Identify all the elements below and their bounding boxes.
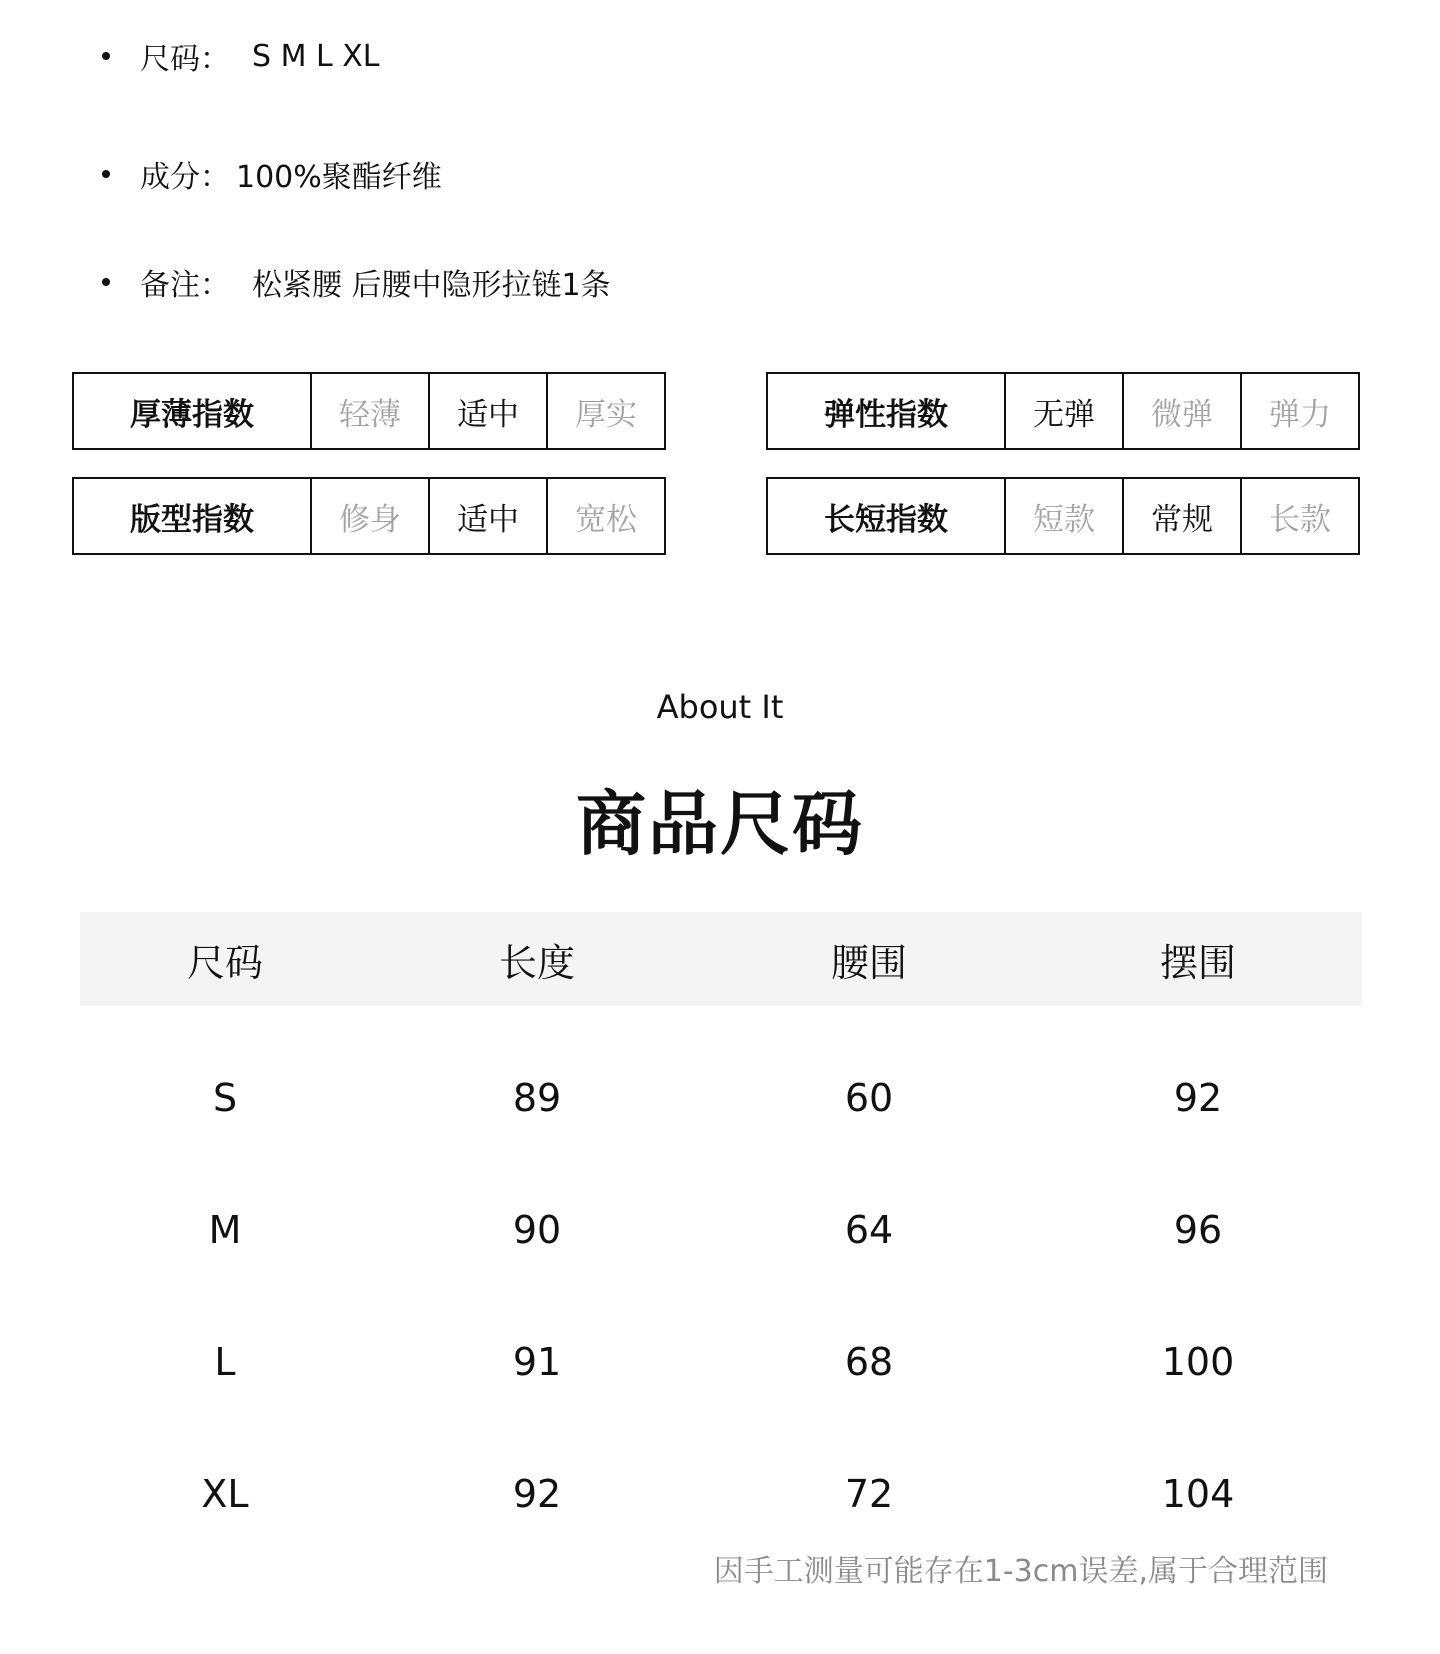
table-cell: S (212, 1076, 238, 1120)
table-cell: 64 (844, 1208, 894, 1252)
spec-value: 松紧腰 后腰中隐形拉链1条 (252, 268, 611, 303)
table-cell: 72 (844, 1472, 894, 1516)
about-label: About It (656, 688, 784, 726)
index-title: 厚薄指数 (130, 396, 254, 433)
index-option: 微弹 (1122, 374, 1240, 448)
size-table (80, 912, 1362, 1560)
index-title: 长短指数 (824, 501, 948, 538)
measurement-note: 因手工测量可能存在1-3cm误差,属于合理范围 (713, 1554, 1328, 1589)
fit-index (72, 477, 666, 555)
index-option: 轻薄 (310, 374, 428, 448)
table-row (80, 1032, 1362, 1164)
spec-label: 备注： (140, 268, 230, 303)
index-option: 修身 (310, 479, 428, 553)
table-cell: 104 (1161, 1472, 1235, 1516)
spec-value: S M L XL (252, 38, 380, 74)
spec-label: 成分： (140, 160, 230, 195)
header-cell: 长度 (498, 940, 575, 985)
table-cell: 60 (844, 1076, 894, 1120)
index-option: 适中 (428, 374, 546, 448)
spec-note (102, 252, 611, 312)
table-cell: 89 (512, 1076, 562, 1120)
size-table-header (80, 912, 1362, 1006)
table-row (80, 1164, 1362, 1296)
spec-value: 100%聚酯纤维 (236, 160, 442, 195)
table-cell: L (214, 1340, 236, 1384)
index-option: 常规 (1122, 479, 1240, 553)
table-cell: 92 (512, 1472, 562, 1516)
index-option: 短款 (1004, 479, 1122, 553)
bullet-icon (102, 170, 110, 178)
index-title: 版型指数 (130, 501, 254, 538)
elasticity-index (766, 372, 1360, 450)
index-option: 厚实 (546, 374, 664, 448)
table-cell: XL (201, 1472, 249, 1516)
index-option: 弹力 (1240, 374, 1358, 448)
index-option: 长款 (1240, 479, 1358, 553)
spec-size (102, 26, 380, 86)
index-option: 无弹 (1004, 374, 1122, 448)
table-cell: 96 (1173, 1208, 1223, 1252)
table-cell: M (208, 1208, 242, 1252)
table-cell: 91 (512, 1340, 562, 1384)
bullet-icon (102, 278, 110, 286)
index-title: 弹性指数 (824, 396, 948, 433)
table-cell: 90 (512, 1208, 562, 1252)
header-cell: 尺码 (186, 940, 263, 985)
table-row (80, 1428, 1362, 1560)
table-row (80, 1296, 1362, 1428)
length-index (766, 477, 1360, 555)
index-option: 宽松 (546, 479, 664, 553)
size-table-body (80, 1006, 1362, 1560)
index-option: 适中 (428, 479, 546, 553)
header-cell: 腰围 (830, 940, 907, 985)
spec-label: 尺码： (140, 42, 230, 77)
table-cell: 92 (1173, 1076, 1223, 1120)
table-cell: 100 (1161, 1340, 1235, 1384)
header-cell: 摆围 (1159, 940, 1236, 985)
spec-material (102, 144, 442, 204)
section-title: 商品尺码 (576, 783, 864, 865)
thickness-index (72, 372, 666, 450)
table-cell: 68 (844, 1340, 894, 1384)
bullet-icon (102, 52, 110, 60)
